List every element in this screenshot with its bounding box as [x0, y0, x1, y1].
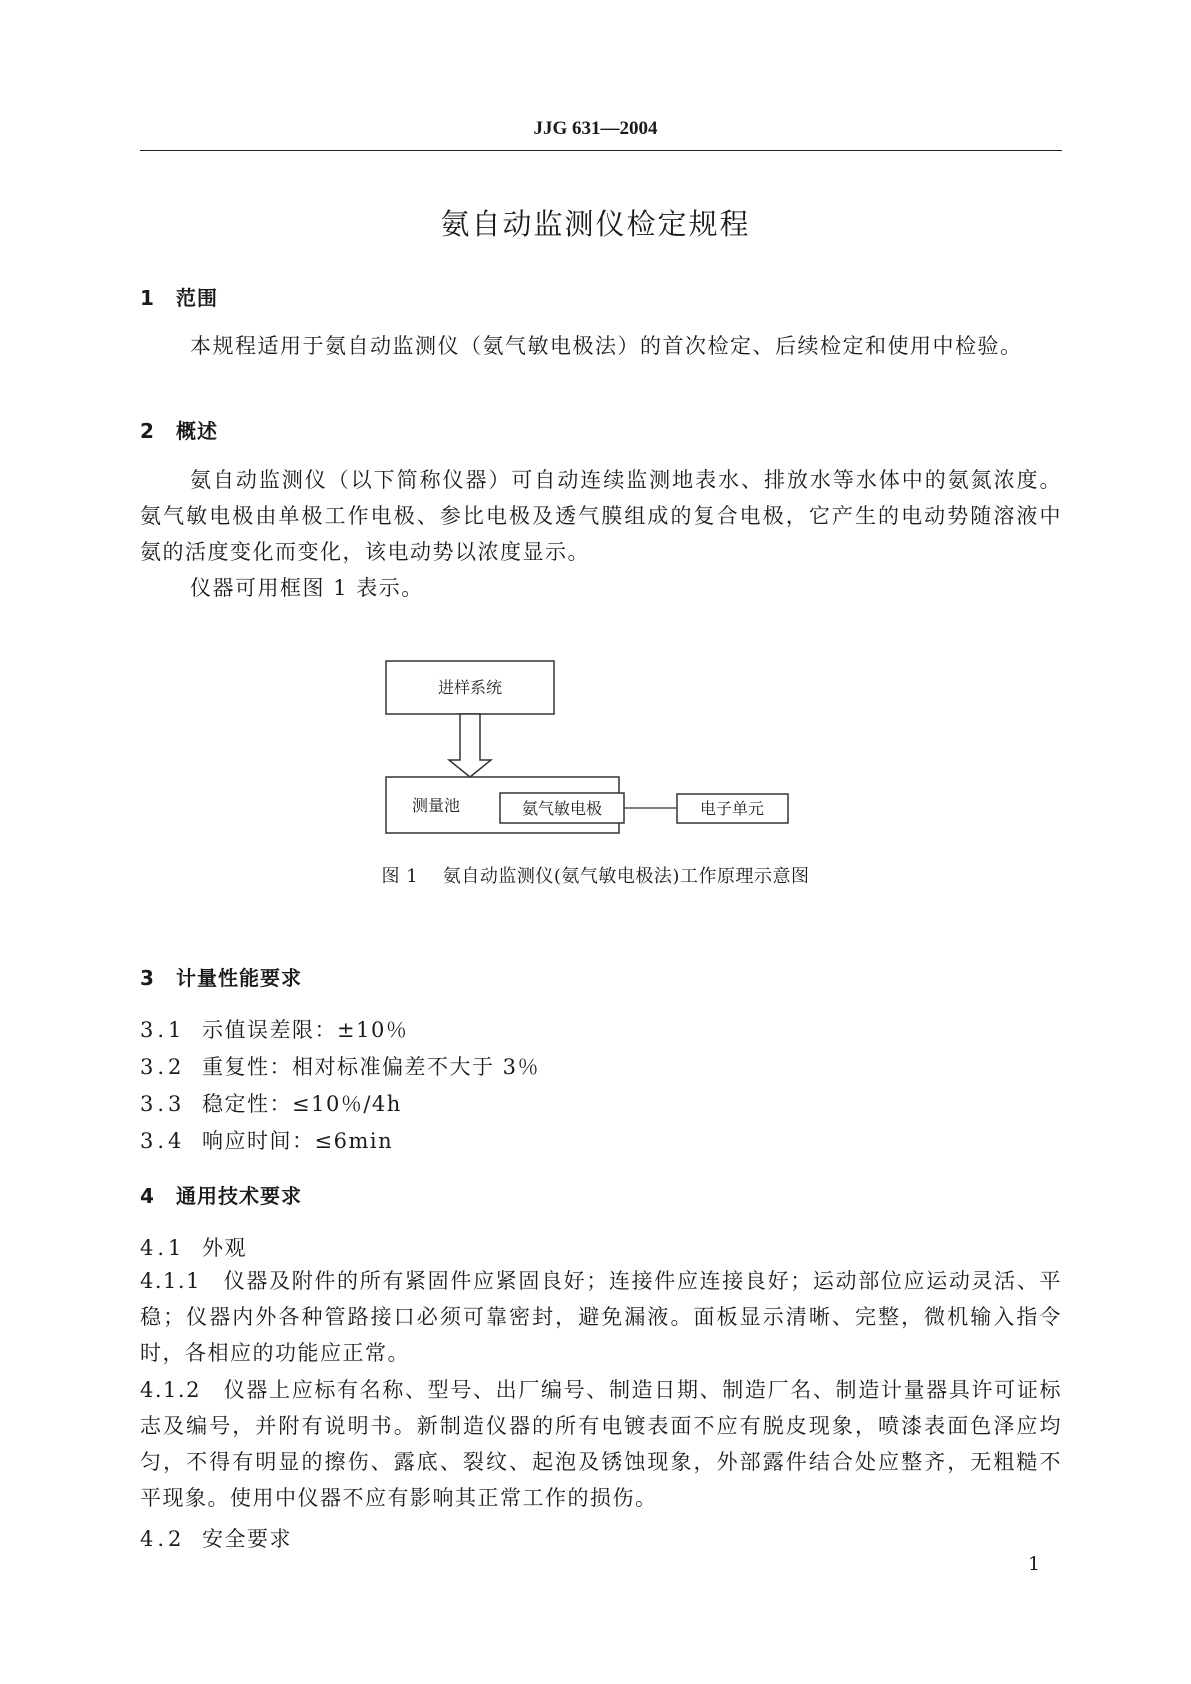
- section-title: 范围: [176, 286, 218, 310]
- section-title: 概述: [176, 419, 218, 443]
- section-3-heading: [140, 962, 302, 991]
- document-title: 氨自动监测仪检定规程: [440, 207, 751, 241]
- clause-4-1-2: 4.1.2 仪器上应标有名称、型号、出厂编号、制造日期、制造厂名、制造计量器具许可证标志及编号，并附有说明书。新制造仪器的所有电镀表面不应有脱皮现象，喷漆表面色泽应均匀，不得有明显的擦伤、露底、裂纹、起泡及锈蚀现象，外部露件结合处应整齐，无粗糙不平现象。使用中仪器不应有影响其正常工作的损伤。: [140, 1378, 1062, 1510]
- section-4-heading: [140, 1180, 302, 1209]
- figure-caption: 图 1 氨自动监测仪(氨气敏电极法)工作原理示意图: [381, 866, 810, 887]
- section-title: 通用技术要求: [176, 1184, 302, 1208]
- requirement-code: 3.1: [140, 1018, 186, 1042]
- down-arrow-icon: [449, 714, 491, 777]
- page-number: 1: [1028, 1553, 1041, 1575]
- section-number: 1: [140, 286, 155, 310]
- section-2-heading: [140, 415, 218, 444]
- requirement-text: 响应时间：≤6min: [202, 1129, 394, 1153]
- subsection-safety: [140, 1523, 292, 1553]
- subsection-title: 安全要求: [202, 1527, 292, 1551]
- requirement-code: 3.4: [140, 1129, 186, 1153]
- measurement-cell-label: 测量池: [411, 796, 461, 815]
- overview-paragraph: 氨自动监测仪（以下简称仪器）可自动连续监测地表水、排放水等水体中的氨氮浓度。氨气敏电极由单极工作电极、参比电极及透气膜组成的复合电极，它产生的电动势随溶液中氨的活度变化而变化，该电动势以浓度显示。: [140, 468, 1062, 564]
- requirement-item: [140, 1088, 402, 1118]
- requirement-item: [140, 1051, 540, 1081]
- figure-1-diagram: [375, 650, 825, 840]
- sampling-system-label: 进样系统: [437, 678, 503, 697]
- header-rule: [140, 150, 1062, 151]
- section-title: 计量性能要求: [176, 966, 302, 990]
- section-number: 3: [140, 966, 155, 990]
- subsection-code: 4.2: [140, 1527, 186, 1551]
- ammonia-electrode-label: 氨气敏电极: [521, 799, 603, 818]
- requirement-code: 3.2: [140, 1055, 186, 1079]
- scope-paragraph: 本规程适用于氨自动监测仪（氨气敏电极法）的首次检定、后续检定和使用中检验。: [190, 334, 1023, 358]
- subsection-appearance: [140, 1232, 247, 1262]
- requirement-text: 示值误差限：±10％: [202, 1018, 409, 1042]
- requirement-text: 稳定性：≤10％/4h: [202, 1092, 402, 1116]
- requirement-code: 3.3: [140, 1092, 186, 1116]
- clause-4-1-1: 4.1.1 仪器及附件的所有紧固件应紧固良好；连接件应连接良好；运动部位应运动灵活、平稳；仪器内外各种管路接口必须可靠密封，避免漏液。面板显示清晰、完整，微机输入指令时，各相应的功能应正常。: [140, 1269, 1062, 1365]
- electronic-unit-label: 电子单元: [699, 799, 765, 818]
- page-header-code: JJG 631—2004: [533, 118, 658, 139]
- section-number: 2: [140, 419, 155, 443]
- subsection-title: 外观: [202, 1236, 247, 1260]
- requirement-item: [140, 1125, 393, 1155]
- section-number: 4: [140, 1184, 155, 1208]
- subsection-code: 4.1: [140, 1236, 186, 1260]
- section-1-heading: [140, 282, 218, 311]
- figure-reference-paragraph: 仪器可用框图 1 表示。: [190, 576, 424, 600]
- requirement-item: [140, 1014, 408, 1044]
- requirement-text: 重复性：相对标准偏差不大于 3％: [202, 1055, 541, 1079]
